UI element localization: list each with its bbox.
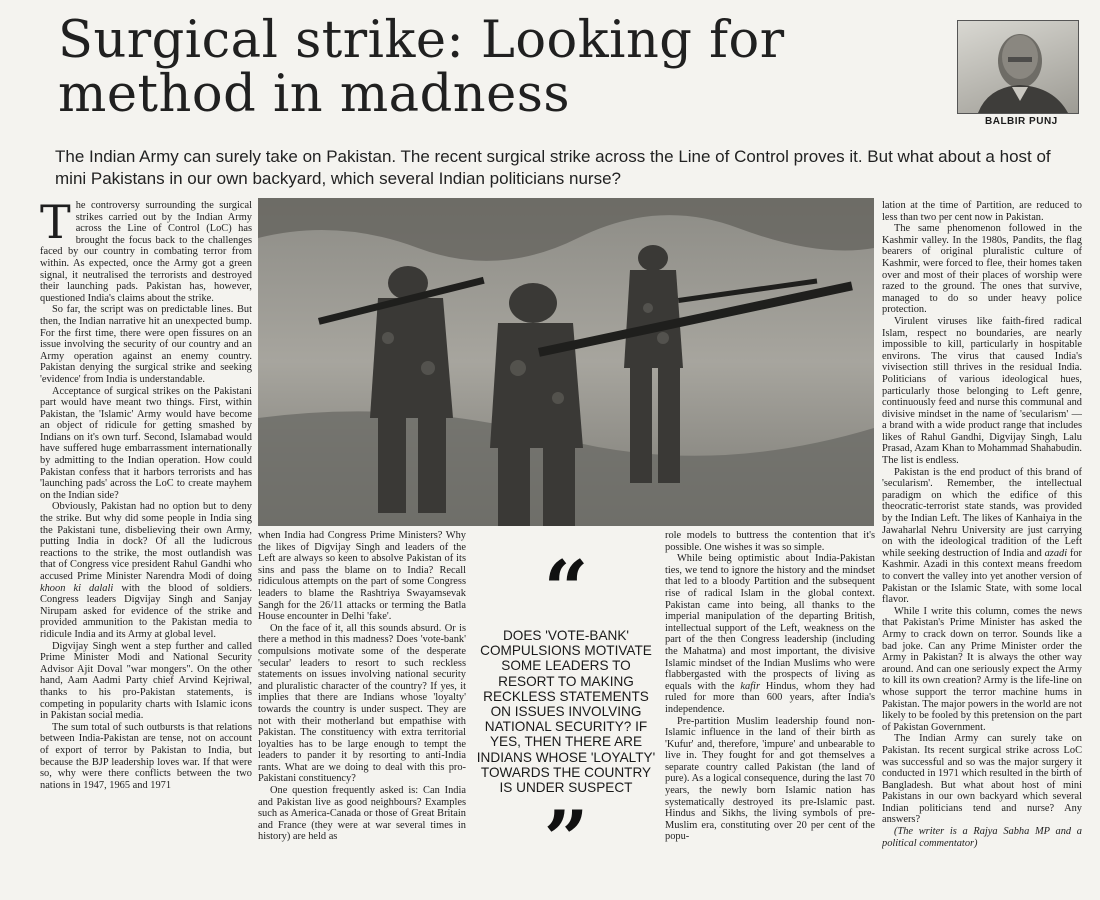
drop-cap: T [40,200,71,249]
article-column-3 [665,530,875,890]
paragraph: So far, the script was on predictable lines. But then, the Indian narrative hit an unexpected bump. For the first time, there were open fissures on an issue involving the security of our country and an Army operation against an enemy country. Pakistan denying the surgical strike and seeking 'evidence' from India is understandable. [40,304,252,385]
author-signoff: (The writer is a Rajya Sabha MP and a political commentator) [882,826,1082,849]
paragraph: lation at the time of Partition, are reduced to less than two per cent now in Pakistan. [882,200,1082,223]
paragraph: Acceptance of surgical strikes on the Pakistani part would have meant two things. First, within Pakistan, the 'Islamic' Army would have become an object of ridicule for getting smashed by Indians on it's own turf. Second, Islamabad would have suffered huge embarrassment internationally by admitting to the Indian operation. How could Pakistan confess that it harbors terrorists and has 'launching pads' across the LoC to create mayhem on the Indian side? [40,385,252,501]
author-byline: BALBIR PUNJ [985,116,1058,127]
close-quote-icon: ” [543,794,589,885]
paragraph: The Indian Army can surely take on Pakistan. Its recent surgical strike across LoC was successful and so was the major surgery it conducted in 1971 which resulted in the birth of Bangladesh. But what about host of mini Pakistans in our own backyard which several Indian politicians tend and nurse? Any answers? [882,733,1082,826]
pull-quote-text: DOES 'VOTE-BANK' COMPULSIONS MOTIVATE SOME LEADERS TO RESORT TO MAKING RECKLESS STATEMENTS ON ISSUES INVOLVING NATIONAL SECURITY? IF YES, THEN THERE ARE INDIANS WHOSE 'LOYALTY' TOWARDS THE COUNTRY IS UNDER SUSPECT [476,628,656,796]
paragraph: Digvijay Singh went a step further and called Prime Minister Modi and National Security Advisor Ajit Doval "war mongers". On the other hand, Aam Aadmi Party chief Arvind Kejriwal, thanks to his pro-Pakistan statements, is competing in popularity charts with Islamic icons in Pakistan social media. [40,640,252,722]
paragraph: Pre-partition Muslim leadership found non-Islamic influence in the land of their birth as 'Kufur' and, therefore, 'impure' and unbearable to live in. They fought for and got themselves a separate country called Pakistan (the land of pure). As a logical consequence, during the last 70 years, the newly born Islamic nation has systematically destroyed its pre-Islamic past. Hindus and Sikhs, the living symbols of pre-Muslim era, constituting over 20 per cent of the popu- [665,715,875,843]
article-column-1 [40,200,252,890]
article-column-2 [258,530,466,890]
paragraph: Virulent viruses like faith-fired radical Islam, respect no boundaries, are nearly impossible to kill, particularly in hospitable environs. The virus that caused India's vivisection still thrives in the residual India. Politicians of various ideological hues, particularly those belonging to Left genre, continuously feed and nurse this communal and divisive mindset in the name of 'secularism' — a brand with a wide product range that includes likes of Rahul Gandhi, Digvijay Singh, Lalu Prasad, Azam Khan to Mohammad Shahabudin. The list is endless. [882,315,1082,467]
paragraph: role models to buttress the contention that it's possible. One wishes it was so simple. [665,530,875,553]
paragraph: when India had Congress Prime Ministers? Why the likes of Digvijay Singh and leaders of the Left are always so keen to absolve Pakistan of its sins and pass the blame on to India? Recall ridiculous attempts on the part of some Congress leaders to blame the Rashtriya Swayamsevak Sangh for the 26/11 attacks or terming the Batla House encounter in Delhi 'fake'. [258,530,466,623]
paragraph-text: While being optimistic about India-Pakistan ties, we tend to ignore the history and the mindset that led to a bloody Partition and the subsequent rise of radical Islam in the global context. Pakistan came into being, all thanks to the imperial manipulation of the departing British, intellectual support of the Left, weakness on the part of the then Congress leadership (including the Mahatma) and most important, the divisive Islamic mindset of the Indian Muslims who were flabbergasted with the prospects of living as equals with the [665,553,875,692]
paragraph-text: for Kashmir. Azadi in this context means freedom to convert the valley into yet another version of Pakistan or the Islamic State, with some local flavor. [882,547,1082,606]
emphasis-text: azadi [1044,547,1068,559]
paragraph-text: with the blood of soldiers. Congress leaders Digvijay Singh and Sanjay Nirupam asked for evidence of the strike and provided ammunition to the Pakistan media to ridicule India and its Army at global level. [40,582,252,640]
paragraph-text: Hindus, whom they had ruled for more than 600 years, after India's independence. [665,680,875,715]
paragraph: One question frequently asked is: Can India and Pakistan live as good neighbours? Examples such as America-Canada or those of Great Britain and France (they were at war several times in history) are held as [258,785,466,843]
paragraph [882,467,1082,606]
pull-quote [473,544,659,890]
soldiers-photo [258,198,874,526]
emphasis-text: kafir [740,680,760,692]
paragraph: The sum total of such outbursts is that relations between India-Pakistan are tense, not on account of export of terror by Pakistan to India, but because the BJP leadership loves war. If that were so, why were there conflicts between the two nations in 1947, 1965 and 1971 [40,721,252,791]
author-portrait-icon [958,21,1078,113]
standfirst: The Indian Army can surely take on Pakistan. The recent surgical strike across the Line of Control proves it. But what about a host of mini Pakistans in our own backyard, which several Indian politicians nurse? [55,147,1051,188]
author-photo [957,20,1079,114]
headline: Surgical strike: Looking for method in madness [58,11,785,124]
emphasis-text: khoon ki dalali [40,582,114,594]
paragraph: While I write this column, comes the news that Pakistan's Prime Minister has asked the Army to crack down on terror. Sounds like a bad joke. Can any Prime Minister order the Army in Pakistan? It is always the other way around. And can one seriously expect the Army to kill its own creation? Army is the life-line on whose support the terror machine hums in Pakistan. The major powers in the world are not likely to be fooled by this pretension on the part of Pakistan Government. [882,605,1082,733]
paragraph-text: Obviously, Pakistan had no option but to deny the strike. But why did some people in India sing the Pakistani tune, disbelieving their own Army, putting India in dock? Of all the ludicrous reactions to the strike, the most outlandish was that of Congress vice president Rahul Gandhi who accused Prime Minister Narendra Modi of doing [40,501,252,582]
paragraph: he controversy surrounding the surgical strikes carried out by the Indian Army across the Line of Control (LoC) has brought the focus back to the challenges faced by our country in combating terror from within. As expected, once the Army got a green signal, it neutralised the terrorists and destroyed their launching pads. Pakistan has, however, questioned India's claims about the strike. [40,200,252,304]
paragraph: On the face of it, all this sounds absurd. Or is there a method in this madness? Does 'vote-bank' compulsions motivate some of the desperate 'secular' leaders to resort to such reckless statements on issues involving national security and pluralistic character of the country? If yes, it implies that there are Indians whose 'loyalty' towards the country is under suspect. They are not with their motherland but empathise with Pakistan. The constituency with extra territorial loyalties has to be large enough to tempt the leaders to pander it by resorting to anti-India rants. What are we doing to deal with this pro-Pakistani constituency? [258,622,466,785]
open-quote-icon: “ [543,544,589,635]
paragraph-text: Pakistan is the end product of this brand of 'secularism'. Remember, the intellectual paradigm on which the edifice of this theocratic-terrorist state stands, was provided by the Indian Left. The likes of Kanhaiya in the Jawaharlal Nehru University are just carrying on with the ideological tradition of the Left while seeking destruction of India and [882,466,1082,559]
article-column-4 [882,200,1082,890]
paragraph: The same phenomenon followed in the Kashmir valley. In the 1980s, Pandits, the flag bearers of original pluralistic culture of Kashmir, were forced to flee, their homes taken over and most of their places of worship were razed to the ground. The ones that survive, managed to do so under heavy police protection. [882,223,1082,316]
paragraph [665,553,875,715]
paragraph [40,501,252,640]
